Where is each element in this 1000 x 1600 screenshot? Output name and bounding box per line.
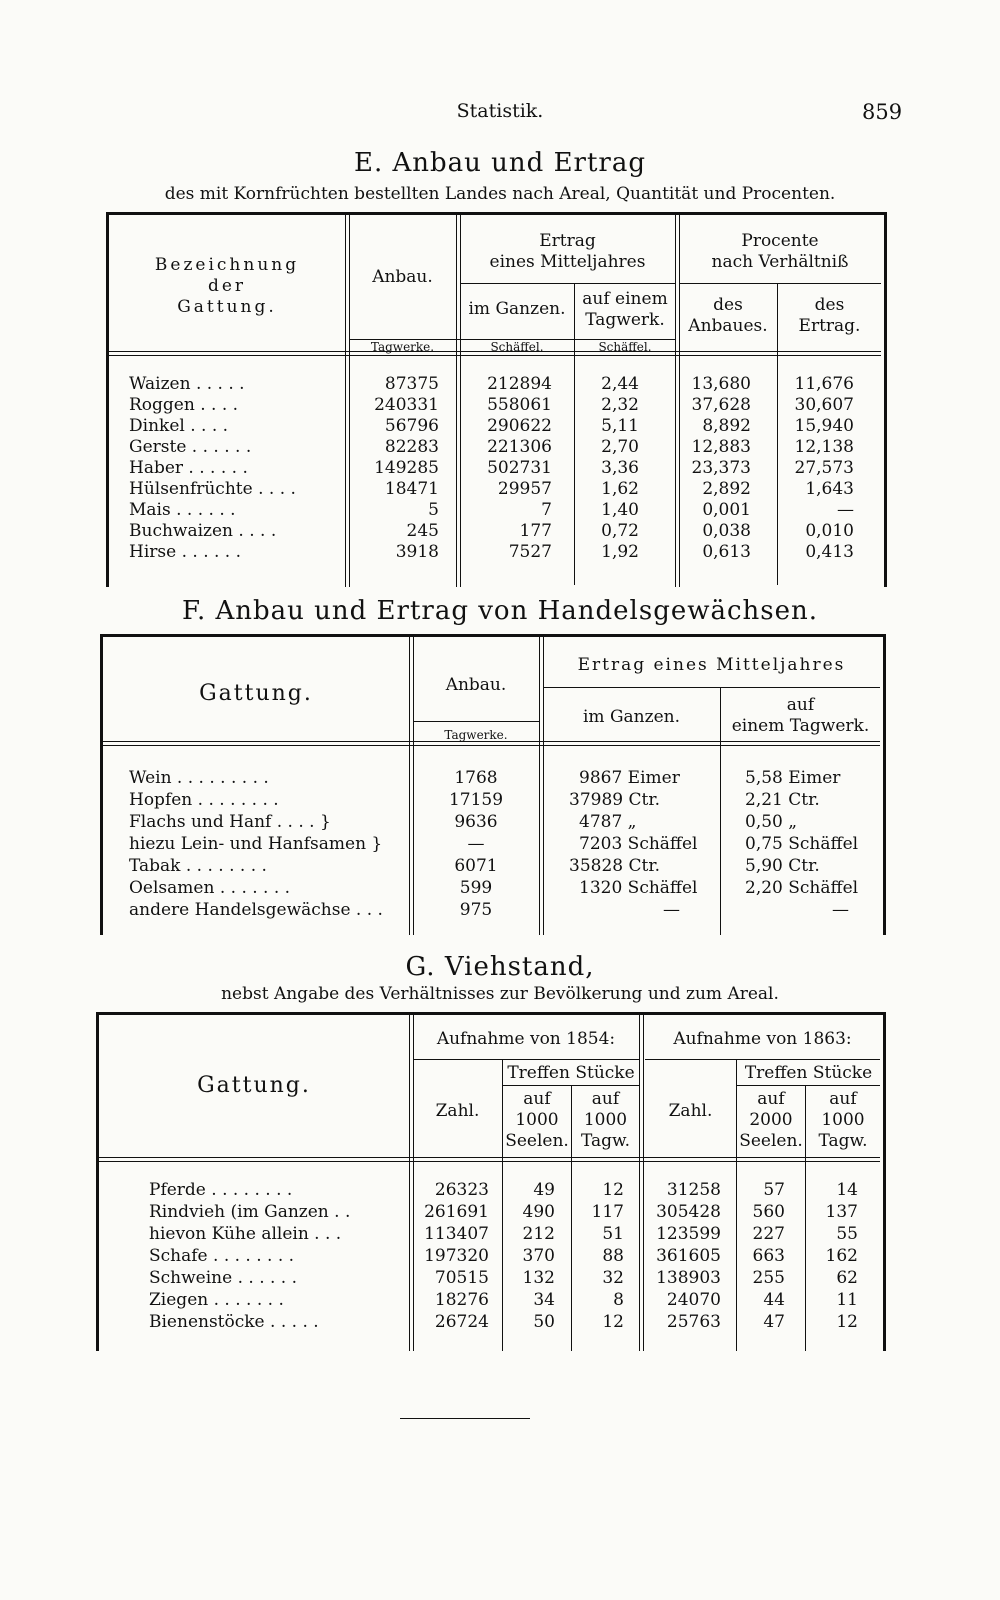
table-cell: 44	[763, 1290, 785, 1310]
header-auf-einem: auf einem	[582, 289, 668, 309]
table-cell: hievon Kühe allein . . .	[149, 1224, 342, 1244]
header-treffen-1854: Treffen Stücke	[507, 1063, 635, 1083]
table-cell: 113407	[424, 1224, 489, 1244]
section-g-title: G. Viehstand,	[405, 952, 595, 982]
header-treffen-1863: Treffen Stücke	[744, 1063, 873, 1083]
table-cell: 7527	[508, 542, 552, 562]
table-f	[100, 634, 886, 935]
table-cell: 0,413	[805, 542, 854, 562]
table-cell: 0,50 „	[745, 812, 798, 832]
table-cell: 11	[836, 1290, 858, 1310]
header-auf: auf	[757, 1089, 785, 1109]
header-der: der	[207, 276, 247, 296]
table-cell: Gerste . . . . . .	[129, 437, 252, 457]
table-cell: 599	[459, 878, 493, 898]
header-aufnahme-1863: Aufnahme von 1863:	[673, 1029, 852, 1049]
header-1000: 1000	[821, 1110, 865, 1130]
table-cell: 132	[522, 1268, 555, 1288]
closing-rule	[400, 1418, 530, 1419]
table-cell: andere Handelsgewächse . . .	[129, 900, 383, 920]
section-e-subtitle: des mit Kornfrüchten bestellten Landes nach Areal, Quantität und Procenten.	[164, 184, 836, 204]
section-e-title: E. Anbau und Ertrag	[353, 148, 646, 178]
table-cell: 7	[541, 500, 552, 520]
header-auf: auf	[523, 1089, 551, 1109]
table-cell: 31258	[666, 1180, 721, 1200]
header-gattung: Gattung.	[197, 1073, 311, 1098]
table-cell: —	[467, 834, 485, 854]
table-cell: 34	[533, 1290, 555, 1310]
table-row	[99, 1223, 883, 1245]
table-cell: Tabak . . . . . . . .	[129, 856, 267, 876]
table-cell: Rindvieh (im Ganzen . .	[149, 1202, 351, 1222]
table-cell: 88	[602, 1246, 624, 1266]
header-gattung: Gattung.	[177, 297, 277, 317]
table-cell: 56796	[384, 416, 439, 436]
table-cell: 3918	[395, 542, 439, 562]
table-cell: 9867 Eimer	[579, 768, 680, 788]
table-cell: 212894	[487, 374, 552, 394]
header-seelen: Seelen.	[505, 1131, 569, 1151]
table-cell: Mais . . . . . .	[129, 500, 236, 520]
table-row	[103, 833, 883, 855]
table-row	[103, 899, 883, 921]
table-row	[99, 1311, 883, 1333]
table-cell: 14	[836, 1180, 858, 1200]
table-cell: 975	[459, 900, 493, 920]
table-cell: 0,010	[805, 521, 854, 541]
table-cell: 62	[836, 1268, 858, 1288]
table-cell: Hülsenfrüchte . . . .	[129, 479, 296, 499]
table-cell: Schweine . . . . . .	[149, 1268, 298, 1288]
table-cell: 1,643	[805, 479, 854, 499]
table-cell: Buchwaizen . . . .	[129, 521, 277, 541]
table-cell: 2,892	[702, 479, 751, 499]
header-auf: auf	[786, 695, 815, 715]
table-cell: 13,680	[691, 374, 751, 394]
table-cell: 0,72	[601, 521, 639, 541]
table-cell: Flachs und Hanf . . . . }	[129, 812, 331, 832]
table-cell: 2,44	[601, 374, 639, 394]
header-tagw: Tagw.	[581, 1131, 630, 1151]
table-cell: 29957	[497, 479, 552, 499]
table-cell: 290622	[487, 416, 552, 436]
header-tagwerk: Tagwerk.	[585, 310, 665, 330]
header-im-ganzen: im Ganzen.	[583, 707, 680, 727]
table-cell: 35828 Ctr.	[569, 856, 660, 876]
table-cell: Hirse . . . . . .	[129, 542, 242, 562]
table-cell: 57	[763, 1180, 785, 1200]
header-anbau: Anbau.	[372, 267, 433, 287]
page-number: 859	[862, 100, 903, 124]
table-row	[103, 767, 883, 789]
table-cell: 0,613	[702, 542, 751, 562]
header-anbau: Anbau.	[445, 675, 507, 695]
table-cell: 245	[406, 521, 439, 541]
table-cell: 212	[522, 1224, 555, 1244]
header-einem-tagwerk: einem Tagwerk.	[731, 716, 870, 736]
table-cell: 12,138	[794, 437, 854, 457]
table-cell: 70515	[434, 1268, 489, 1288]
unit-tagwerke: Tagwerke.	[444, 728, 508, 742]
table-cell: 261691	[424, 1202, 489, 1222]
header-ertrag: Ertrag eines Mitteljahres	[577, 655, 846, 675]
table-cell: Oelsamen . . . . . . .	[129, 878, 291, 898]
table-cell: Haber . . . . . .	[129, 458, 248, 478]
unit-schaeffel-2: Schäffel.	[598, 340, 652, 354]
table-cell: 255	[752, 1268, 785, 1288]
header-ertrag-pct: Ertrag.	[798, 316, 861, 336]
table-cell: 370	[522, 1246, 555, 1266]
table-cell: 5,11	[601, 416, 639, 436]
table-cell: 1,40	[601, 500, 639, 520]
header-des-1: des	[713, 295, 743, 315]
header-zahl-1854: Zahl.	[435, 1101, 480, 1121]
table-cell: 37989 Ctr.	[569, 790, 660, 810]
table-cell: 560	[752, 1202, 785, 1222]
table-cell: 1320 Schäffel	[579, 878, 698, 898]
table-row	[109, 541, 884, 563]
unit-tagwerke: Tagwerke.	[370, 340, 435, 354]
table-cell: 137	[825, 1202, 858, 1222]
header-gattung: Gattung.	[199, 681, 313, 706]
table-cell: Pferde . . . . . . . .	[149, 1180, 293, 1200]
table-cell: Dinkel . . . .	[129, 416, 229, 436]
table-cell: 3,36	[601, 458, 639, 478]
table-cell: 2,21 Ctr.	[745, 790, 820, 810]
table-cell: 50	[533, 1312, 555, 1332]
table-row	[109, 394, 884, 416]
table-cell: 117	[591, 1202, 624, 1222]
header-1000: 1000	[583, 1110, 628, 1130]
table-cell: 17159	[448, 790, 504, 810]
table-row	[103, 855, 883, 877]
table-cell: 27,573	[794, 458, 854, 478]
table-cell: 5,58 Eimer	[745, 768, 841, 788]
table-cell: 2,20 Schäffel	[745, 878, 859, 898]
table-cell: 558061	[487, 395, 552, 415]
section-f-title: F. Anbau und Ertrag von Handelsgewächsen.	[181, 596, 819, 626]
table-row	[109, 457, 884, 479]
table-cell: 0,001	[702, 500, 751, 520]
table-cell: 8,892	[702, 416, 751, 436]
table-cell: 7203 Schäffel	[579, 834, 698, 854]
header-aufnahme-1854: Aufnahme von 1854:	[436, 1029, 616, 1049]
table-cell: 221306	[487, 437, 552, 457]
table-cell: hiezu Lein- und Hanfsamen }	[129, 834, 383, 854]
header-2000: 2000	[749, 1110, 793, 1130]
table-cell: —	[663, 900, 680, 920]
header-mitteljahres: eines Mitteljahres	[489, 252, 646, 272]
table-cell: 502731	[487, 458, 552, 478]
table-cell: 12	[602, 1312, 624, 1332]
table-row	[109, 436, 884, 458]
table-row	[109, 373, 884, 395]
header-1000: 1000	[515, 1110, 559, 1130]
table-cell: 2,70	[601, 437, 639, 457]
table-cell: 18471	[384, 479, 439, 499]
table-cell: 1768	[454, 768, 498, 788]
table-row	[109, 415, 884, 437]
table-cell: 4787 „	[579, 812, 637, 832]
table-cell: 12,883	[691, 437, 751, 457]
table-g	[96, 1012, 886, 1351]
table-row	[99, 1179, 883, 1201]
table-cell: Wein . . . . . . . . .	[129, 768, 269, 788]
header-auf: auf	[591, 1089, 620, 1109]
table-cell: 18276	[434, 1290, 489, 1310]
table-cell: Waizen . . . . .	[129, 374, 245, 394]
table-e	[106, 212, 887, 587]
table-cell: 1,92	[601, 542, 639, 562]
header-procente: Procente	[741, 231, 819, 251]
section-g-subtitle: nebst Angabe des Verhältnisses zur Bevölkerung und zum Areal.	[221, 984, 779, 1004]
table-cell: 197320	[424, 1246, 489, 1266]
table-cell: 5,90 Ctr.	[745, 856, 820, 876]
header-auf: auf	[829, 1089, 857, 1109]
table-row	[109, 478, 884, 500]
table-cell: 2,32	[601, 395, 639, 415]
table-cell: 162	[825, 1246, 858, 1266]
table-cell: Ziegen . . . . . . .	[149, 1290, 284, 1310]
table-cell: 0,038	[702, 521, 751, 541]
table-cell: 490	[522, 1202, 555, 1222]
running-head: Statistik.	[456, 100, 544, 122]
table-row	[109, 520, 884, 542]
header-tagw: Tagw.	[818, 1131, 868, 1151]
header-seelen: Seelen.	[739, 1131, 803, 1151]
header-im-ganzen: im Ganzen.	[468, 299, 566, 319]
table-cell: 663	[752, 1246, 785, 1266]
table-cell: 123599	[656, 1224, 721, 1244]
table-cell: —	[832, 900, 849, 920]
table-cell: 26724	[434, 1312, 489, 1332]
header-verhaeltniss: nach Verhältniß	[711, 252, 849, 272]
table-cell: 240331	[374, 395, 439, 415]
header-bezeichnung: Bezeichnung	[154, 255, 300, 275]
table-cell: 11,676	[794, 374, 854, 394]
table-cell: 55	[836, 1224, 858, 1244]
table-row	[103, 811, 883, 833]
table-row	[99, 1267, 883, 1289]
table-cell: 361605	[656, 1246, 721, 1266]
table-cell: 227	[752, 1224, 785, 1244]
table-cell: 12	[836, 1312, 858, 1332]
table-cell: 37,628	[691, 395, 751, 415]
table-cell: 12	[602, 1180, 624, 1200]
table-row	[103, 789, 883, 811]
table-cell: 25763	[666, 1312, 721, 1332]
table-cell: 24070	[666, 1290, 721, 1310]
table-cell: 5	[428, 500, 439, 520]
table-cell: Hopfen . . . . . . . .	[129, 790, 279, 810]
table-cell: 305428	[656, 1202, 721, 1222]
table-cell: 47	[763, 1312, 785, 1332]
table-row	[99, 1201, 883, 1223]
table-cell: 23,373	[691, 458, 751, 478]
table-cell: 87375	[384, 374, 439, 394]
header-ertrag: Ertrag	[539, 231, 596, 251]
table-cell: 26323	[434, 1180, 489, 1200]
unit-schaeffel-1: Schäffel.	[490, 340, 544, 354]
table-cell: 30,607	[794, 395, 854, 415]
table-cell: Bienenstöcke . . . . .	[149, 1312, 319, 1332]
table-cell: 149285	[374, 458, 439, 478]
table-row	[109, 499, 884, 521]
table-cell: 32	[602, 1268, 624, 1288]
header-des-2: des	[814, 295, 845, 315]
table-cell: 138903	[656, 1268, 721, 1288]
table-cell: 9636	[454, 812, 498, 832]
table-cell: 15,940	[794, 416, 854, 436]
table-cell: 51	[602, 1224, 624, 1244]
table-cell: 177	[519, 521, 552, 541]
table-row	[99, 1289, 883, 1311]
header-anbaues: Anbaues.	[688, 316, 768, 336]
table-cell: 0,75 Schäffel	[745, 834, 859, 854]
table-cell: 6071	[454, 856, 498, 876]
table-cell: 49	[533, 1180, 555, 1200]
table-cell: 8	[613, 1290, 624, 1310]
table-row	[99, 1245, 883, 1267]
table-row	[103, 877, 883, 899]
table-cell: Roggen . . . .	[129, 395, 239, 415]
table-cell: —	[837, 500, 854, 520]
header-zahl-1863: Zahl.	[668, 1101, 713, 1121]
table-cell: 1,62	[601, 479, 639, 499]
table-cell: 82283	[384, 437, 439, 457]
table-cell: Schafe . . . . . . . .	[149, 1246, 295, 1266]
